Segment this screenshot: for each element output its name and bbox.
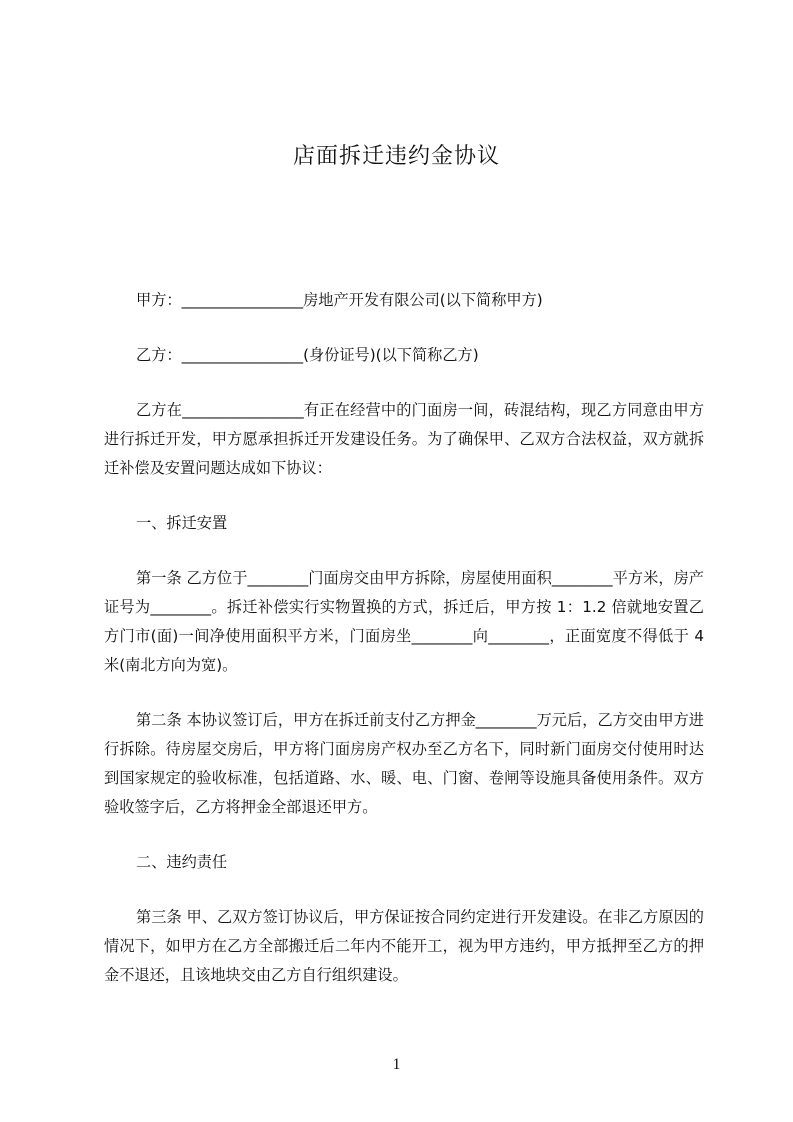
article-two-paragraph: 第二条 本协议签订后，甲方在拆迁前支付乙方押金________万元后，乙方交由甲方进行拆除。待房屋交房后，甲方将门面房房产权办至乙方名下，同时新门面房交付使用时达到国家规定的验收标准，包括道路、水、暖、电、门窗、卷闸等设施具备使用条件。双方验收签字后，乙方将押金全部退还甲方。 xyxy=(104,711,704,816)
article-one-paragraph: 第一条 乙方位于________门面房交由甲方拆除，房屋使用面积________平方米，房产证号为________。拆迁补偿实行实物置换的方式，拆迁后，甲方按 1：1.2 倍就地安置乙方门市(面)一间净使用面积平方米，门面房坐________向________，正面宽度不得低于 4 米(南北方向为宽)。 xyxy=(104,569,704,674)
document-title: 店面拆迁违约金协议 xyxy=(292,144,500,169)
party-a-line: 甲方：________________房地产开发有限公司(以下简称甲方) xyxy=(136,291,543,309)
section-heading-breach: 二、违约责任 xyxy=(136,853,228,871)
page-number: 1 xyxy=(392,1056,401,1073)
intro-paragraph: 乙方在________________有正在经营中的门面房一间，砖混结构，现乙方同意由甲方进行拆迁开发，甲方愿承担拆迁开发建设任务。为了确保甲、乙双方合法权益，双方就拆迁补偿及安置问题达成如下协议： xyxy=(104,401,704,477)
document-body xyxy=(104,286,704,1016)
section-heading-relocation: 一、拆迁安置 xyxy=(136,514,228,532)
party-b-line: 乙方：________________(身份证号)(以下简称乙方) xyxy=(136,346,479,364)
article-three-paragraph: 第三条 甲、乙双方签订协议后，甲方保证按合同约定进行开发建设。在非乙方原因的情况下，如甲方在乙方全部搬迁后二年内不能开工，视为甲方违约，甲方抵押至乙方的押金不退还，且该地块交由乙方自行组织建设。 xyxy=(104,908,704,984)
